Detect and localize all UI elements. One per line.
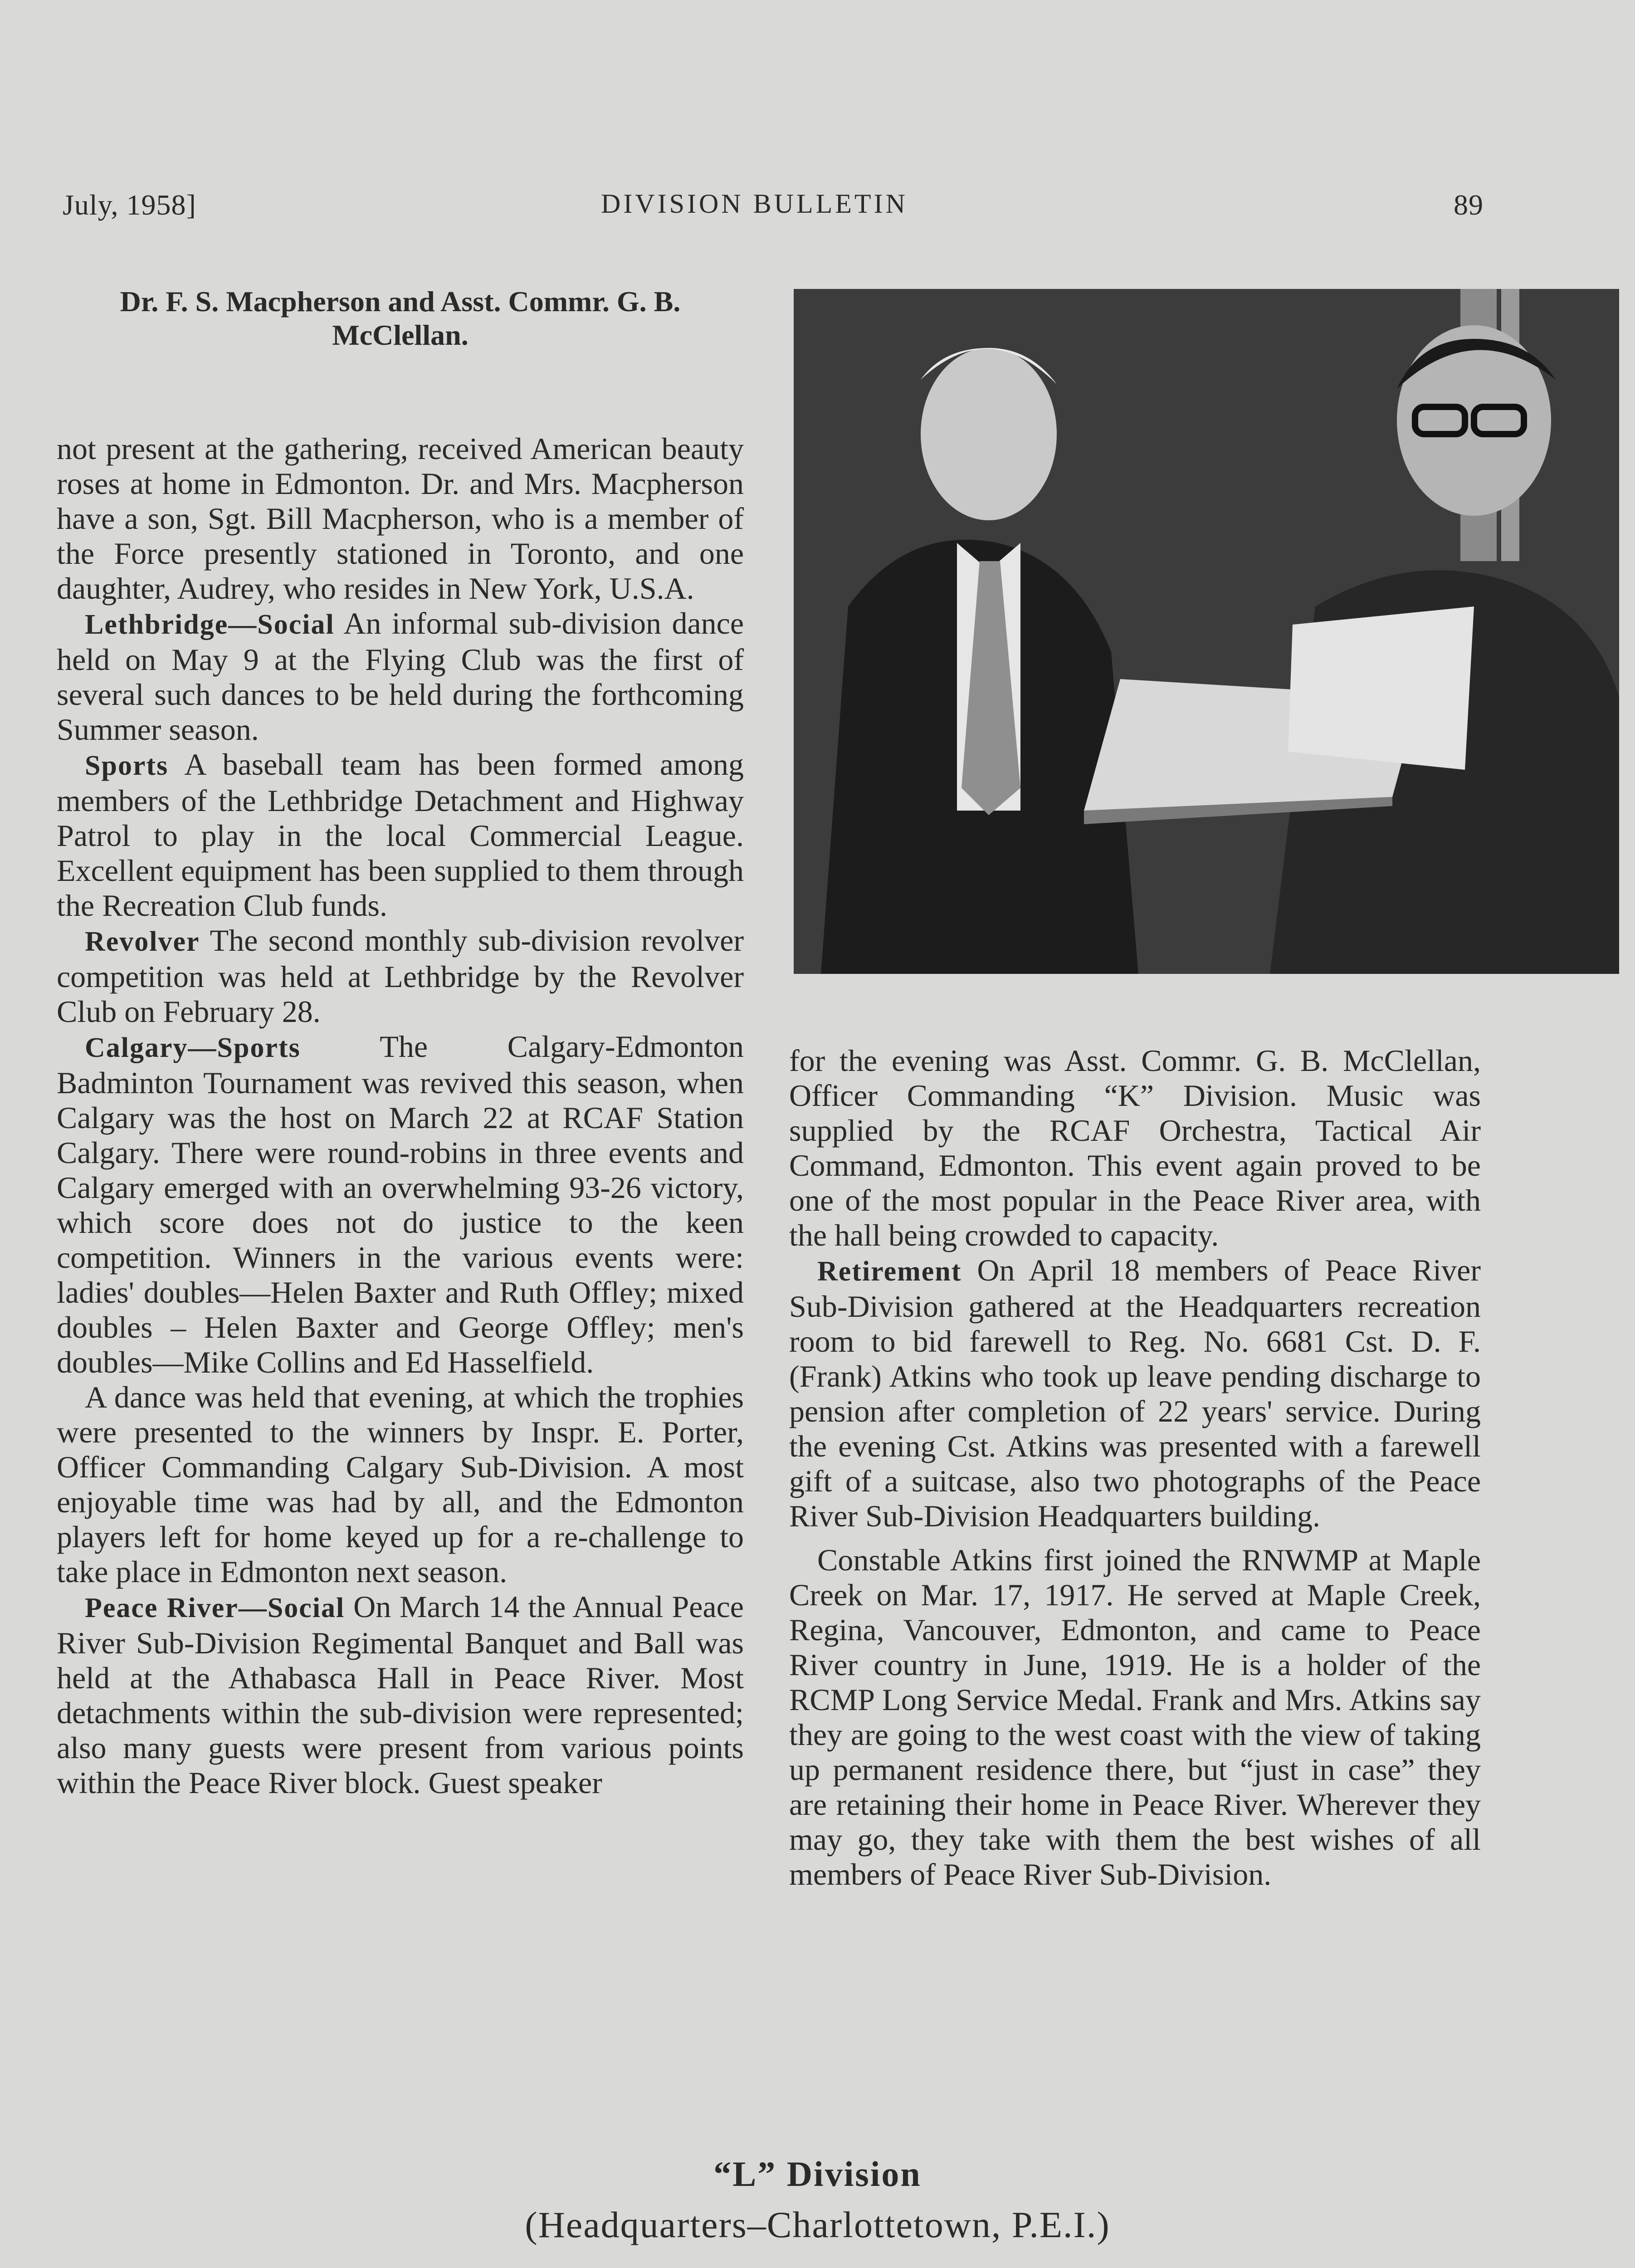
text-peace-river: On March 14 the Annual Peace River Sub-Division Regimental Banquet and Ball was held at the Athabasca Hall in Peace River. Most detachments within the sub-division were represented; also many guests were present from various points within the Peace River block. Guest speaker: [57, 1589, 744, 1800]
photo-caption: Dr. F. S. Macpherson and Asst. Commr. G. B. McClellan.: [120, 285, 681, 351]
paragraph-sports: [57, 747, 744, 923]
paragraph-dance: A dance was held that evening, at which the trophies were presented to the winners by Inspr. E. Porter, Officer Commanding Calgary Sub-Division. A most enjoyable time was had by all, and the Edmonton players left for home keyed up for a re-challenge to take place in Edmonton next season.: [57, 1380, 744, 1589]
text-lethbridge: An informal sub-division dance held on May 9 at the Flying Club was the first of several such dances to be held during the forthcoming Summer season.: [57, 606, 744, 747]
paragraph-guest-speaker: for the evening was Asst. Commr. G. B. McClellan, Officer Commanding “K” Division. Music was supplied by the RCAF Orchestra, Tactical Air Command, Edmonton. This event again proved to be one of the most popular in the Peace River area, with the hall being crowded to capacity.: [789, 1043, 1481, 1252]
paragraph-revolver: [57, 923, 744, 1029]
heading-revolver: Revolver: [85, 926, 200, 957]
heading-lethbridge: Lethbridge—Social: [85, 609, 335, 640]
heading-retirement: Retirement: [817, 1256, 962, 1287]
right-column: [789, 1043, 1481, 1892]
paragraph-constable-atkins: Constable Atkins first joined the RNWMP at Maple Creek on Mar. 17, 1917. He served at Maple Creek, Regina, Vancouver, Edmonton, and came to Peace River country in June, 1919. He is a holder of the RCMP Long Service Medal. Frank and Mrs. Atkins say they are going to the west coast with the view of taking up permanent residence there, but “just in case” they are retaining their home in Peace River. Wherever they may go, they take with them the best wishes of all members of Peace River Sub-Division.: [789, 1543, 1481, 1892]
page-number: 89: [1454, 189, 1484, 221]
section-subtitle: (Headquarters–Charlottetown, P.E.I.): [525, 2204, 1110, 2245]
paragraph-calgary: [57, 1029, 744, 1380]
text-calgary: The Calgary-Edmonton Badminton Tournament was revived this season, when Calgary was the host on March 22 at RCAF Station Calgary. There were round-robins in three events and Calgary emerged with an overwhelming 93-26 victory, which score does not do justice to the keen competition. Winners in the various events were: ladies' doubles—Helen Baxter and Ruth Offley; mixed doubles – Helen Baxter and George Offley; men's doubles—Mike Collins and Ed Hasselfield.: [57, 1029, 744, 1379]
left-column: [57, 285, 744, 1800]
paragraph-roses: not present at the gathering, received American beauty roses at home in Edmonton. Dr. and Mrs. Macpherson have a son, Sgt. Bill Macpherson, who is a member of the Force presently stationed in Toronto, and one daughter, Audrey, who resides in New York, U.S.A.: [57, 431, 744, 606]
heading-sports: Sports: [85, 750, 169, 781]
header-title: DIVISION BULLETIN: [601, 189, 908, 219]
paragraph-retirement: [789, 1253, 1481, 1534]
photo-presentation: [794, 289, 1619, 974]
paragraph-lethbridge: [57, 606, 744, 747]
heading-peace-river: Peace River—Social: [85, 1593, 345, 1623]
text-revolver: The second monthly sub-division revolver competition was held at Lethbridge by the Revolver Club on February 28.: [57, 923, 744, 1029]
photo-illustration: [794, 289, 1619, 974]
paragraph-peace-river: [57, 1589, 744, 1800]
section-title: “L” Division: [713, 2154, 922, 2194]
heading-calgary: Calgary—Sports: [85, 1032, 301, 1063]
header-date: July, 1958]: [63, 189, 196, 221]
text-sports: A baseball team has been formed among members of the Lethbridge Detachment and Highway Patrol to play in the local Commercial League. Excellent equipment has been supplied to them through the Recreation Club funds.: [57, 747, 744, 923]
text-retirement: On April 18 members of Peace River Sub-Division gathered at the Headquarters recreation room to bid farewell to Reg. No. 6681 Cst. D. F. (Frank) Atkins who took up leave pending discharge to pension after completion of 22 years' service. During the evening Cst. Atkins was presented with a farewell gift of a suitcase, also two photographs of the Peace River Sub-Division Headquarters building.: [789, 1253, 1481, 1533]
